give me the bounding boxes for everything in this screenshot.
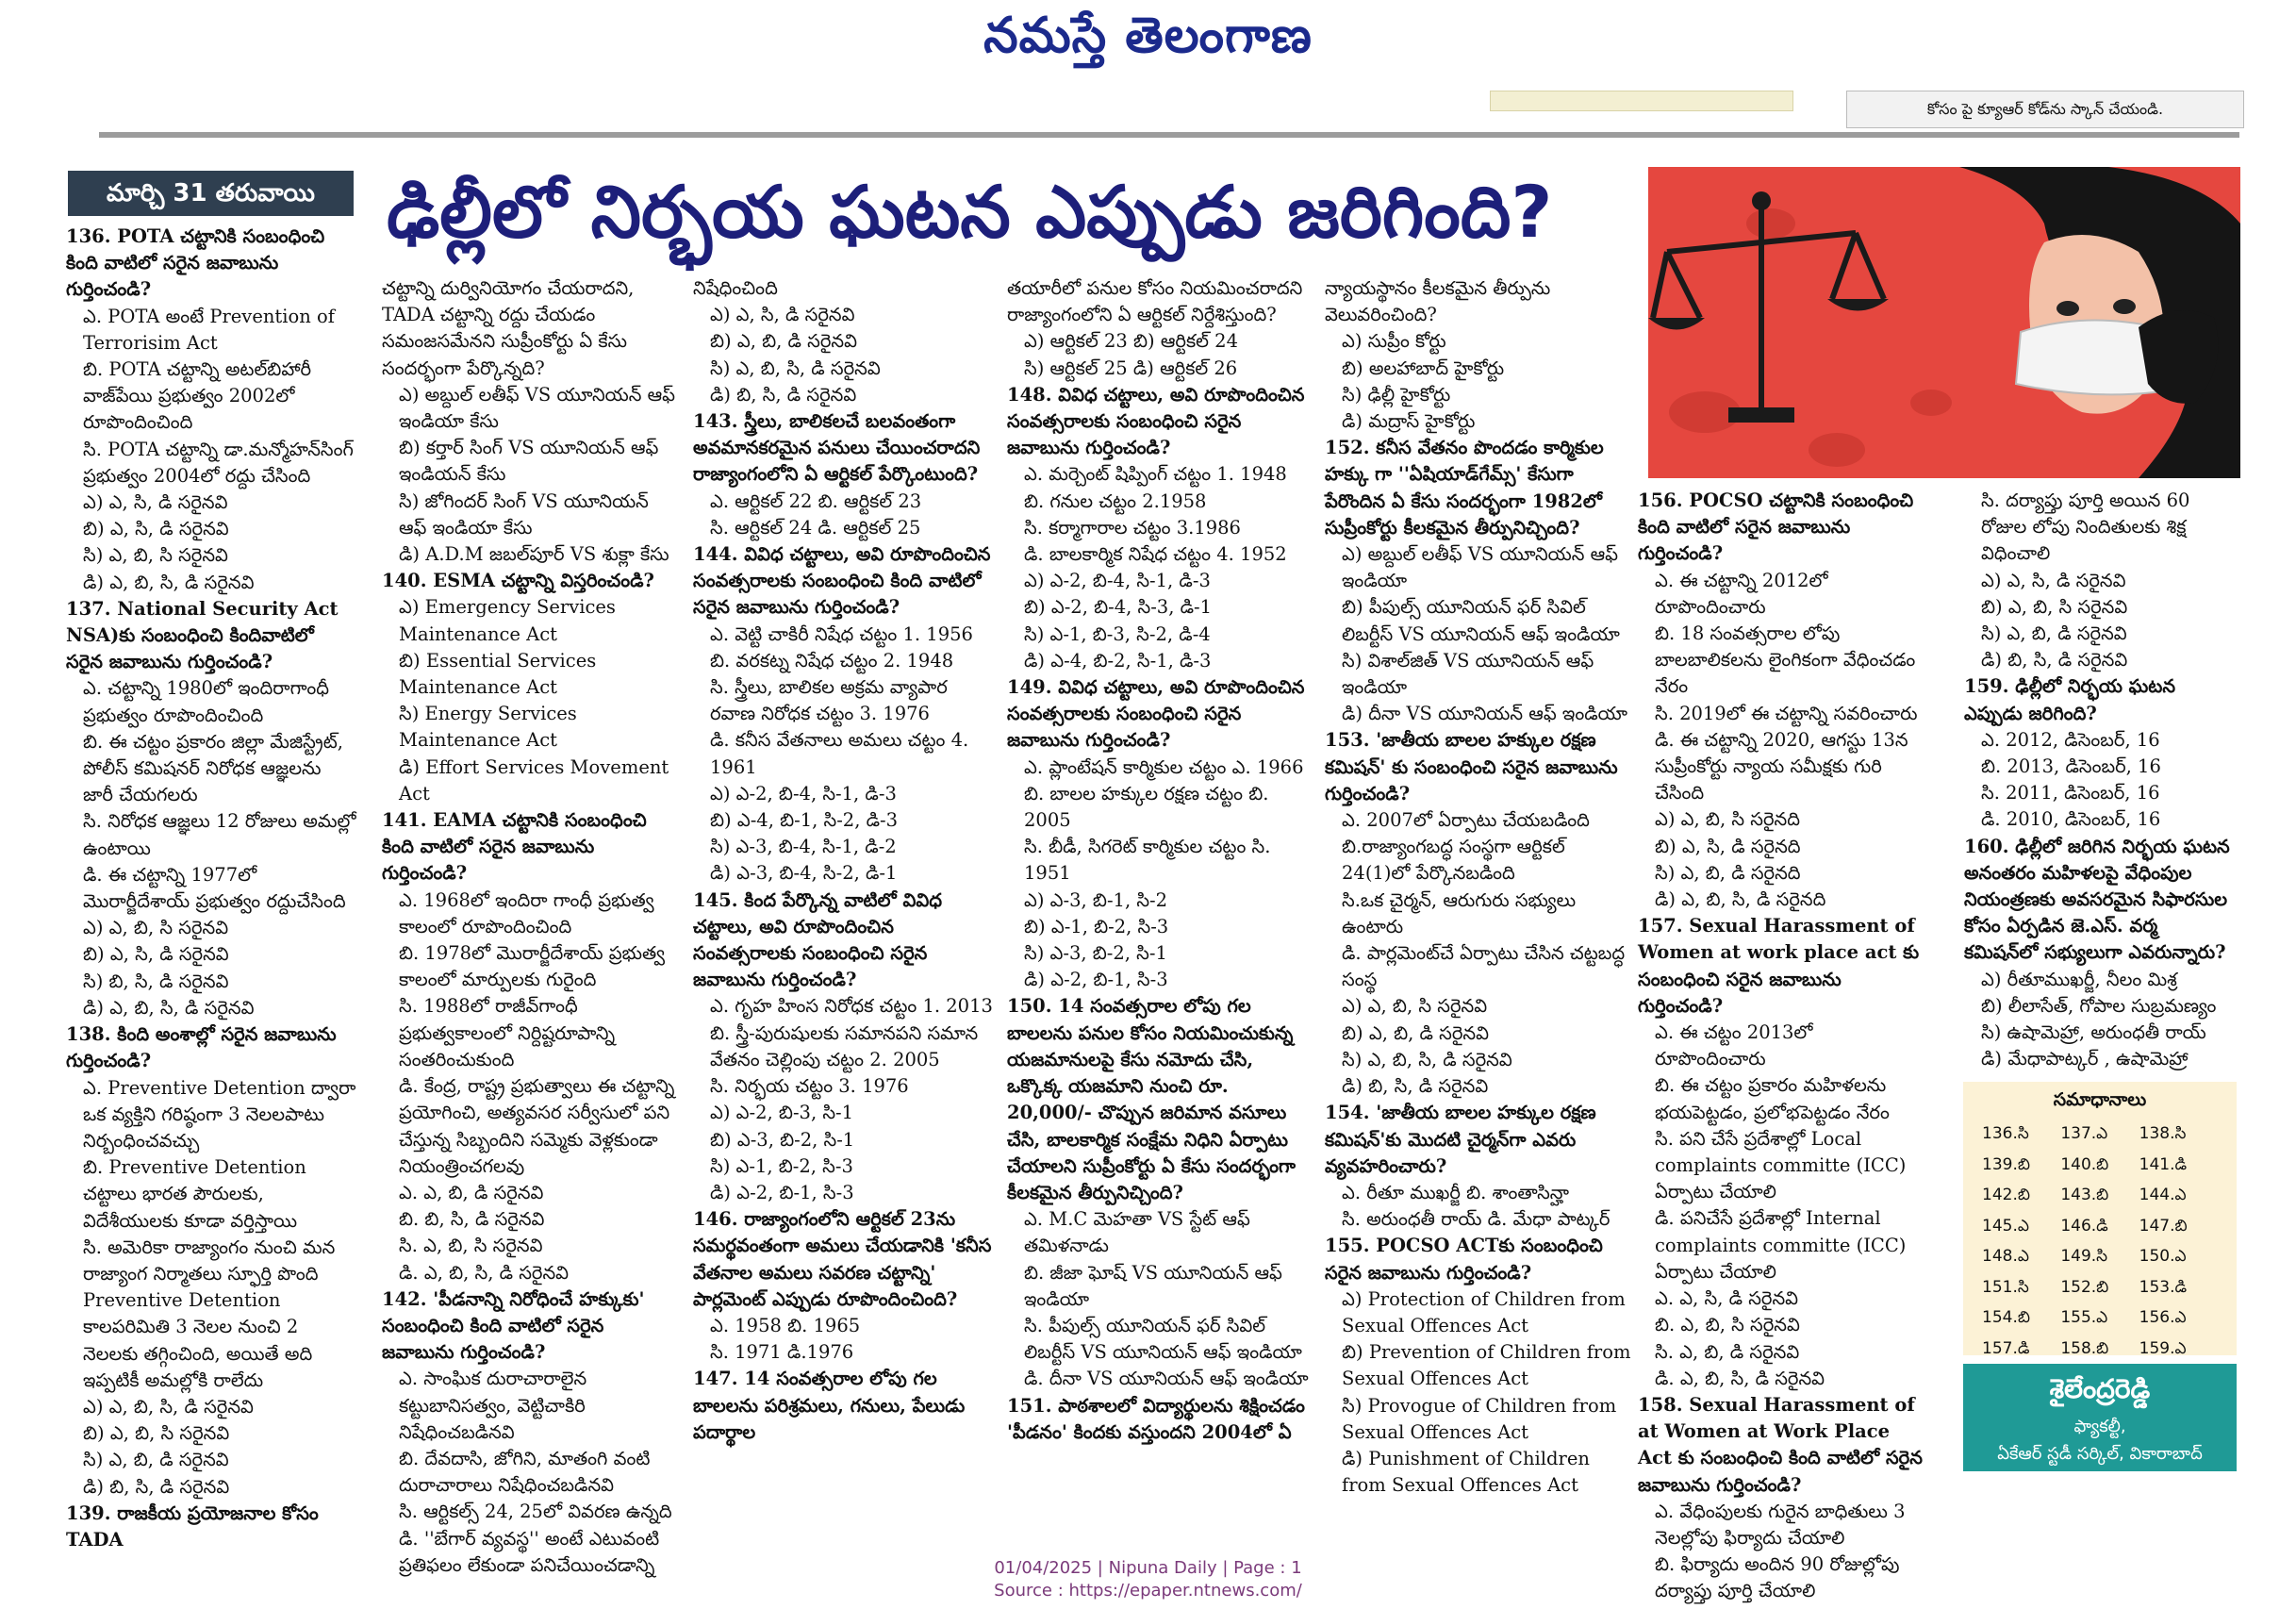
- headline: ఢిల్లీలో నిర్భయ ఘటన ఎప్పుడు జరిగింది?: [387, 170, 1553, 254]
- option-text: ఎ. 2007లో ఏర్పాటు చేయబడింది: [1342, 809, 1590, 832]
- question-text: 137. National Security Act NSA)కు సంబంధించి కిందివాటిలో సరైన జవాబును గుర్తించండి?: [66, 597, 339, 673]
- answer-item: 158.బి: [2060, 1338, 2109, 1358]
- option-text: బి.రాజ్యాంగబద్ధ సంస్థగా ఆర్టికల్ 24(1)లో పేర్కొనబడింది: [1342, 836, 1565, 885]
- option-text: డి. ఈ చట్టాన్ని 1977లో మొరార్జీదేశాయ్ ప్రభుత్వం రద్దుచేసింది: [83, 863, 346, 913]
- option-text: బి. ఈ చట్టం ప్రకారం జిల్లా మేజిస్ట్రేట్, పోలీస్ కమిషనర్ నిరోధక ఆజ్ఞలను జారీ చేయగలరు: [83, 730, 343, 806]
- answer-item: 153.డి: [2139, 1277, 2188, 1297]
- question-column-1: [66, 224, 356, 1553]
- continuation-text: చట్టాన్ని దుర్వినియోగం చేయరాదని, TADA చట్టాన్ని రద్దు చేయడం సమంజసమేనని సుప్రీంకోర్టు ఏ కేసు సందర్భంగా పేర్కొన్నది?: [382, 277, 635, 379]
- option-text: సి) ఎ-1, బి-2, సి-3: [710, 1154, 853, 1177]
- answer-item: 141.డి: [2139, 1154, 2188, 1174]
- option-text: సి) ఆర్టికల్ 25 డి) ఆర్టికల్ 26: [1024, 357, 1238, 379]
- option-text: డి) ఎ, బి, సి, డి సరైనది: [1655, 888, 1826, 911]
- option-text: డి. బాలకార్మిక నిషేధ చట్టం 4. 1952: [1024, 543, 1287, 566]
- option-text: సి. కర్మాగారాల చట్టం 3.1986: [1024, 516, 1241, 539]
- option-text: బి) పీపుల్స్ యూనియన్ ఫర్ సివిల్ లిబర్టీస్ VS యూనియన్ ఆఫ్ ఇండియా: [1342, 596, 1620, 645]
- option-text: సి. పీపుల్స్ యూనియన్ ఫర్ సివిల్ లిబర్టీస్ VS యూనియన్ ఆఫ్ ఇండియా: [1024, 1314, 1302, 1364]
- option-text: సి) Energy Services Maintenance Act: [399, 703, 577, 752]
- option-text: సి) ఎ, బి, సి, డి సరైనవి: [710, 357, 881, 379]
- option-text: డి) మేధాపాట్కర్ , ఉషామెహ్రా: [1981, 1048, 2189, 1070]
- author-role: ఫ్యాకల్టీ,: [2073, 1417, 2126, 1436]
- question-text: 155. POCSO ACTకు సంబంధించి సరైన జవాబును గుర్తించండి?: [1325, 1235, 1603, 1284]
- option-text: డి) ఎ, బి, సి, డి సరైనవి: [83, 571, 255, 593]
- option-text: బి. బాలల హక్కుల రక్షణ చట్టం బి. 2005: [1024, 782, 1269, 832]
- option-text: బి) ఎ, సి, డి సరైనది: [1655, 835, 1801, 857]
- answer-item: 137.ఎ: [2060, 1124, 2108, 1143]
- option-text: ఎ) రీతూముఖర్జీ, నీలం మిశ్ర: [1981, 968, 2177, 990]
- option-text: డి. కనీస వేతనాలు అమలు చట్టం 4. 1961: [710, 729, 969, 778]
- option-text: బి. POTA చట్టాన్ని అటల్‌బిహారీ వాజ్‌పేయి ప్రభుత్వం 2002లో రూపొందించింది: [83, 358, 312, 434]
- answer-item: 151.సి: [1982, 1277, 2029, 1297]
- option-text: సి. 2019లో ఈ చట్టాన్ని సవరించారు: [1655, 702, 1918, 724]
- option-text: డి) బి, సి, డి సరైనవి: [710, 383, 857, 406]
- question-text: 140. ESMA చట్టాన్ని విస్తరించండి?: [382, 570, 654, 592]
- question-text: 145. కింద పేర్కొన్న వాటిలో వివిధ చట్టాలు, అవి రూపొందించిన సంవత్సరాలకు సంబంధించి సరైన జవాబును గుర్తించండి?: [693, 888, 942, 991]
- author-box: [1963, 1364, 2237, 1471]
- answer-key-grid: [1963, 1124, 2237, 1392]
- answer-item: 143.బి: [2060, 1186, 2109, 1204]
- answer-item: 139.బి: [1982, 1154, 2030, 1174]
- option-text: ఎ. 1958 బి. 1965: [710, 1314, 861, 1336]
- option-text: ఎ) ఎ-3, బి-1, సి-2: [1024, 888, 1168, 911]
- option-text: సి) ఎ-1, బి-3, సి-2, డి-4: [1024, 622, 1211, 645]
- top-note: కోసం పై క్యూఆర్ కోడ్‌ను స్కాన్ చేయండి.: [1846, 91, 2244, 128]
- option-text: సి. స్త్రీలు, బాలికల అక్రమ వ్యాపార రవాణ నిరోధక చట్టం 3. 1976: [710, 676, 948, 725]
- option-text: ఎ. వెట్టి చాకిరీ నిషేధ చట్టం 1. 1956: [710, 622, 973, 645]
- option-text: డి) ఎ-3, బి-4, సి-2, డి-1: [710, 862, 898, 885]
- option-text: సి) ఎ-3, బి-4, సి-1, డి-2: [710, 836, 897, 858]
- option-text: బి) అలహాబాద్ హైకోర్టు: [1342, 357, 1505, 379]
- option-text: సి. ఆర్టికల్స్ 24, 25లో వివరణ ఉన్నది: [399, 1501, 672, 1523]
- option-text: డి) A.D.M జబల్‌పూర్ VS శుక్లా కేసు: [399, 543, 669, 566]
- option-text: ఎ) ఆర్టికల్ 23 బి) ఆర్టికల్ 24: [1024, 330, 1238, 353]
- option-text: ఎ) ఎ, బి, సి సరైనవి: [83, 917, 229, 939]
- option-text: సి. ఎ, బి, డి సరైనవి: [1655, 1340, 1800, 1363]
- option-text: ఎ. ఈ చట్టాన్ని 2012లో రూపొందించారు: [1655, 569, 1828, 618]
- option-text: సి. బీడీ, సిగరెట్ కార్మికుల చట్టం సి. 1951: [1024, 836, 1271, 885]
- option-text: సి. 2011, డిసెంబర్, 16: [1981, 782, 2160, 804]
- option-text: ఎ. చట్టాన్ని 1980లో ఇందిరాగాంధీ ప్రభుత్వం రూపొందించింది: [83, 677, 329, 726]
- answer-item: 148.ఎ: [1982, 1247, 2029, 1266]
- option-text: సి) ఎ, బి, డి సరైనది: [1655, 861, 1801, 884]
- option-text: డి) మద్రాస్ హైకోర్టు: [1342, 410, 1476, 433]
- question-text: 136. POTA చట్టానికి సంబంధించి కింది వాటిలో సరైన జవాబును గుర్తించండి?: [66, 225, 325, 301]
- option-text: డి) బి, సి, డి సరైనవి: [83, 1475, 230, 1498]
- answer-item: 154.బి: [1982, 1308, 2030, 1327]
- question-text: 156. POCSO చట్టానికి సంబంధించి కింది వాటిలో సరైన జవాబును గుర్తించండి?: [1638, 489, 1914, 565]
- answer-item: 157.డి: [1982, 1338, 2030, 1358]
- option-text: సి) ఎ, బి, డి సరైనవి: [83, 1449, 229, 1471]
- option-text: ఎ. ఆర్టికల్ 22 బి. ఆర్టికల్ 23: [710, 489, 922, 512]
- option-text: డి. పార్లమెంట్‌చే ఏర్పాటు చేసిన చట్టబద్ధ సంస్థ: [1342, 942, 1626, 991]
- question-text: 146. రాజ్యాంగంలోని ఆర్టికల్ 23ను సమర్థవంతంగా అమలు చేయడానికి 'కనీస వేతనాల అమలు సవరణ చట్టాన్ని' పార్లమెంట్ ఎప్పుడు రూపొందించింది?: [693, 1208, 992, 1310]
- option-text: బి) ఎ-1, బి-2, సి-3: [1024, 915, 1169, 937]
- option-text: ఎ. మర్చెంట్ షిప్పింగ్ చట్టం 1. 1948: [1024, 463, 1287, 486]
- question-column-4: [1007, 275, 1313, 1446]
- option-text: ఎ. Preventive Detention ద్వారా ఒక వ్యక్తిని గరిష్ఠంగా 3 నెలలపాటు నిర్బంధించవచ్చు: [83, 1076, 356, 1152]
- option-text: ఎ) Protection of Children from Sexual Offences Act: [1342, 1287, 1626, 1336]
- option-text: ఎ) ఎ, సి, డి సరైనవి: [1981, 569, 2126, 591]
- option-text: సి.ఒక చైర్మన్, ఆరుగురు సభ్యులు ఉంటారు: [1342, 888, 1577, 937]
- question-column-3: [693, 275, 997, 1446]
- option-text: ఎ) సుప్రీం కోర్టు: [1342, 330, 1446, 353]
- footer-source-line: Source : https://epaper.ntnews.com/: [994, 1581, 1302, 1601]
- option-text: బి) ఎ, బి, సి సరైనవి: [1981, 595, 2128, 618]
- option-text: డి. పనిచేసే ప్రదేశాల్లో Internal complaints committe (ICC) ఏర్పాటు చేయాలి: [1655, 1207, 1907, 1283]
- question-text: 148. వివిధ చట్టాలు, అవి రూపొందించిన సంవత్సరాలకు సంబంధించి సరైన జవాబును గుర్తించండి?: [1007, 383, 1305, 459]
- question-text: 150. 14 సంవత్సరాల లోపు గల బాలలను పనుల కోసం నియమించుకున్న యజమానులపై కేసు నమోదు చేసి, ఒక్కొక్క యజమాని నుంచి రూ. 20,000/- చొప్పున జరిమాన వసూలు చేసి, బాలకార్మిక సంక్షేమ నిధిని ఏర్పాటు చేయాలని సుప్రీంకోర్టు ఏ కేసు సందర్భంగా కీలకమైన తీర్పునిచ్చింది?: [1007, 995, 1296, 1203]
- option-text: ఎ) అబ్దుల్ లతీఫ్ VS యూనియన్ ఆఫ్ ఇండియా: [1342, 543, 1619, 592]
- question-text: 144. వివిధ చట్టాలు, అవి రూపొందించిన సంవత్సరాలకు సంబంధించి కింది వాటిలో సరైన జవాబును గుర్తించండి?: [693, 543, 991, 619]
- answer-item: 156.ఎ: [2139, 1308, 2187, 1327]
- option-text: సి. POTA చట్టాన్ని డా.మన్మోహన్‌సింగ్ ప్రభుత్వం 2004లో రద్దు చేసింది: [83, 438, 354, 487]
- option-text: సి. పని చేసే ప్రదేశాల్లో Local complaints committe (ICC) ఏర్పాటు చేయాలి: [1655, 1127, 1907, 1203]
- option-text: డి. దీనా VS యూనియన్ ఆఫ్ ఇండియా: [1024, 1368, 1309, 1390]
- answer-item: 138.సి: [2139, 1124, 2187, 1143]
- question-column-5: [1325, 275, 1636, 1499]
- option-text: సి) Provogue of Children from Sexual Offences Act: [1342, 1394, 1617, 1443]
- answer-item: 144.ఎ: [2139, 1186, 2187, 1204]
- option-text: ఎ. రీతూ ముఖర్జీ బి. శాంతాసిన్హా: [1342, 1181, 1570, 1203]
- option-text: డి. 2010, డిసెంబర్, 16: [1981, 808, 2161, 831]
- question-text: 160. ఢిల్లీలో జరిగిన నిర్భయ ఘటన అనంతరం మహిళలపై వేధింపుల నియంత్రణకు అవసరమైన సిఫారసుల కోసం ఏర్పడిన జె.ఎస్. వర్మ కమిషన్‌లో సభ్యులుగా ఎవరున్నారు?: [1964, 835, 2230, 964]
- option-text: డి) దీనా VS యూనియన్ ఆఫ్ ఇండియా: [1342, 703, 1627, 725]
- answer-item: 150.ఎ: [2139, 1247, 2187, 1266]
- answer-item: 155.ఎ: [2060, 1308, 2108, 1327]
- option-text: బి) కర్తార్ సింగ్ VS యూనియన్ ఆఫ్ ఇండియన్ కేసు: [399, 437, 659, 486]
- option-text: సి. 1971 డి.1976: [710, 1341, 854, 1364]
- option-text: డి) ఎ-2, బి-1, సి-3: [1024, 969, 1168, 991]
- option-text: ఎ. ఎ, సి, డి సరైనవి: [1655, 1287, 1799, 1310]
- option-text: డి. ఈ చట్టాన్ని 2020, ఆగస్టు 13న సుప్రీంకోర్టు న్యాయ సమీక్షకు గురి చేసింది: [1655, 728, 1908, 804]
- option-text: డి. ఎ, బి, సి, డి సరైనవి: [1655, 1367, 1825, 1389]
- option-text: బి) ఎ, సి, డి సరైనవి: [83, 943, 229, 966]
- option-text: ఎ) అబ్దుల్ లతీఫ్ VS యూనియన్ ఆఫ్ ఇండియా కేసు: [399, 383, 676, 433]
- option-text: బి. ఫిర్యాదు అందిన 90 రోజుల్లోపు దర్యాప్తు పూర్తి చేయాలి: [1655, 1553, 1900, 1602]
- option-text: బి. జీజా ఘోష్ VS యూనియన్ ఆఫ్ ఇండియా: [1024, 1261, 1282, 1310]
- option-text: బి) ఎ, సి, డి సరైనవి: [83, 518, 229, 540]
- option-text: ఎ. సాంఘిక దురాచారాలైన కట్టుబానిసత్వం, వెట్టిచాకిరి నిషేధించబడినవి: [399, 1368, 587, 1443]
- option-text: సి. ఎ, బి, సి సరైనవి: [399, 1235, 543, 1257]
- option-text: ఎ) Emergency Services Maintenance Act: [399, 596, 616, 645]
- option-text: ఎ. M.C మెహతా VS స్టేట్ ఆఫ్ తమిళనాడు: [1024, 1208, 1250, 1257]
- option-text: సి. అరుంధతీ రాయ్ డి. మేధా పాట్కర్: [1342, 1208, 1611, 1231]
- illustration-scales-of-justice-icon: [1648, 167, 2240, 478]
- question-text: 153. 'జాతీయ బాలల హక్కుల రక్షణ కమిషన్' కు సంబంధించి సరైన జవాబును గుర్తించండి?: [1325, 729, 1618, 804]
- option-text: ఎ. గృహ హింస నిరోధక చట్టం 1. 2013: [710, 995, 993, 1018]
- option-text: డి. కేంద్ర, రాష్ట్ర ప్రభుత్వాలు ఈ చట్టాన్ని ప్రయోగించి, అత్యవసర సర్వీసులో పని చేస్తున్న సిబ్బందిని సమ్మెకు వెళ్లకుండా నియంత్రించగలవు: [399, 1075, 675, 1177]
- scales-of-justice-icon: [1648, 167, 2240, 478]
- option-text: ఎ) ఎ-2, బి-4, సి-1, డి-3: [710, 782, 897, 804]
- option-text: బి. 18 సంవత్సరాల లోపు బాలబాలికలను లైంగికంగా వేధించడం నేరం: [1655, 622, 1916, 698]
- answer-key-box: [1963, 1082, 2237, 1358]
- option-text: సి) విశాల్‌జిత్ VS యూనియన్ ఆఫ్ ఇండియా: [1342, 649, 1594, 699]
- question-text: 159. ఢిల్లీలో నిర్భయ ఘటన ఎప్పుడు జరిగింది?: [1964, 675, 2176, 724]
- author-name: శైలేంద్రరెడ్డి: [2049, 1373, 2151, 1404]
- option-text: ఎ. ప్లాంటేషన్ కార్మికుల చట్టం ఎ. 1966: [1024, 755, 1304, 778]
- option-text: బి) ఎ, బి, సి సరైనవి: [83, 1422, 230, 1445]
- option-text: డి) ఎ-2, బి-1, సి-3: [710, 1181, 854, 1203]
- option-text: బి. బి, సి, డి సరైనవి: [399, 1208, 545, 1231]
- option-text: ఎ. 2012, డిసెంబర్, 16: [1981, 728, 2160, 751]
- question-text: 152. కనీస వేతనం పొందడం కార్మికుల హక్కు గా ''ఏషియాడ్‌గేమ్స్' కేసుగా పేరొందిన ఏ కేసు సందర్భంగా 1982లో సుప్రీంకోర్టు కీలకమైన తీర్పునిచ్చింది?: [1325, 437, 1604, 539]
- question-text: 138. కింది అంశాల్లో సరైన జవాబును గుర్తించండి?: [66, 1023, 337, 1072]
- option-text: బి) ఎ-4, బి-1, సి-2, డి-3: [710, 809, 899, 832]
- option-text: సి) బి, సి, డి సరైనవి: [83, 970, 229, 992]
- answer-item: 146.డి: [2060, 1216, 2108, 1236]
- option-text: డి) ఎ, బి, సి, డి సరైనవి: [83, 996, 255, 1019]
- question-text: 143. స్త్రీలు, బాలికలచే బలవంతంగా అవమానకరమైన పనులు చేయించరాదని రాజ్యాంగంలోని ఏ ఆర్టికల్ పేర్కొంటుంది?: [693, 410, 981, 486]
- option-text: బి) ఎ-3, బి-2, సి-1: [710, 1128, 855, 1151]
- answer-item: 149.సి: [2060, 1247, 2108, 1266]
- option-text: డి) బి, సి, డి సరైనవి: [1981, 649, 2128, 672]
- option-text: డి) ఎ-4, బి-2, సి-1, డి-3: [1024, 649, 1212, 672]
- answer-item: 159.ఎ: [2139, 1338, 2187, 1358]
- option-text: ఎ) ఎ, బి, సి సరైనది: [1655, 808, 1800, 831]
- question-text: 151. పాఠశాలలో విద్యార్థులను శిక్షించడం 'పీడనం' కిందకు వస్తుందని 2004లో ఏ: [1007, 1394, 1305, 1443]
- answer-item: 136.సి: [1982, 1124, 2029, 1143]
- option-text: ఎ) ఎ, సి, డి సరైనవి: [710, 304, 855, 326]
- option-text: బి) ఎ, బి, డి సరైనవి: [1342, 1021, 1489, 1044]
- option-text: ఎ) ఎ-2, బి-3, సి-1: [710, 1102, 854, 1124]
- option-text: సి. ఆర్టికల్ 24 డి. ఆర్టికల్ 25: [710, 516, 921, 539]
- masthead: నమస్తే తెలంగాణ: [983, 8, 1313, 64]
- option-text: సి) ఎ, బి, డి సరైనవి: [1981, 622, 2127, 645]
- option-text: సి) జోగిందర్ సింగ్ VS యూనియన్ ఆఫ్ ఇండియా కేసు: [399, 489, 649, 539]
- question-text: 141. EAMA చట్టానికి సంబంధించి కింది వాటిలో సరైన జవాబును గుర్తించండి?: [382, 809, 647, 885]
- option-text: డి. ఎ, బి, సి, డి సరైనవి: [399, 1261, 570, 1284]
- option-text: బి. ఎ, బి, సి సరైనవి: [1655, 1314, 1800, 1336]
- question-text: 158. Sexual Harassment of at Women at Work Place Act కు సంబంధించి కింది వాటిలో సరైన జవాబును గుర్తించండి?: [1638, 1393, 1923, 1496]
- question-column-2: [382, 275, 680, 1579]
- option-text: సి. నిరోధక ఆజ్ఞలు 12 రోజులు అమల్లో ఉంటాయి: [83, 810, 356, 859]
- option-text: సి. దర్యాప్తు పూర్తి అయిన 60 రోజుల లోపు నిందితులకు శిక్ష విధించాలి: [1981, 489, 2190, 565]
- option-text: ఎ. ఈ చట్టం 2013లో రూపొందించారు: [1655, 1021, 1813, 1070]
- option-text: సి) ఉషామెహ్రా, అరుంధతీ రాయ్: [1981, 1021, 2206, 1044]
- option-text: బి) లీలాసేత్, గోపాల సుబ్రమణ్యం: [1981, 994, 2217, 1017]
- option-text: బి. ఈ చట్టం ప్రకారం మహిళలను భయపెట్టడం, ప్రలోభపెట్టడం నేరం: [1655, 1074, 1890, 1123]
- continuation-text: తయారీలో పనుల కోసం నియమించరాదని రాజ్యాంగంలోని ఏ ఆర్టికల్ నిర్దేశిస్తుంది?: [1007, 277, 1303, 326]
- option-text: డి) Punishment of Children from Sexual Offences Act: [1342, 1447, 1590, 1497]
- continuation-text: నిషేధించింది: [693, 277, 778, 299]
- option-text: ఎ) ఎ, బి, సి, డి సరైనవి: [83, 1395, 254, 1418]
- option-text: డి. ''బేగార్ వ్యవస్థ'' అంటే ఎటువంటి ప్రతిఫలం లేకుండా పనిచేయించడాన్ని: [399, 1527, 660, 1576]
- continuation-text: న్యాయస్థానం కీలకమైన తీర్పును వెలువరించింది?: [1325, 277, 1551, 326]
- question-text: 147. 14 సంవత్సరాల లోపు గల బాలలను పరిశ్రమలు, గనులు, పేలుడు పదార్థాల: [693, 1368, 966, 1443]
- question-text: 142. 'పీడనాన్ని నిరోధించే హక్కుకు' సంబంధించి కింది వాటిలో సరైన జవాబును గుర్తించండి?: [382, 1287, 645, 1364]
- option-text: ఎ. 1968లో ఇందిరా గాంధీ ప్రభుత్వ కాలంలో రూపొందించింది: [399, 888, 654, 937]
- option-text: బి. 2013, డిసెంబర్, 16: [1981, 755, 2161, 778]
- header-divider: [99, 132, 2239, 138]
- option-text: బి. వరకట్న నిషేధ చట్టం 2. 1948: [710, 649, 954, 672]
- top-strip-left: [1490, 91, 1793, 111]
- option-text: డి) బి, సి, డి సరైనవి: [1342, 1075, 1489, 1098]
- option-text: బి) Prevention of Children from Sexual Offences Act: [1342, 1341, 1631, 1390]
- footer-date-line: 01/04/2025 | Nipuna Daily | Page : 1: [994, 1558, 1302, 1578]
- option-text: బి. స్త్రీ-పురుషులకు సమానపని సమాన వేతనం చెల్లింపు చట్టం 2. 2005: [710, 1021, 979, 1070]
- section-tag: మార్చి 31 తరువాయి: [68, 171, 354, 216]
- option-text: ఎ) ఎ, సి, డి సరైనవి: [83, 491, 228, 514]
- option-text: బి. 1978లో మొరార్జీదేశాయ్ ప్రభుత్వ కాలంలో మార్పులకు గురైంది: [399, 942, 666, 991]
- answer-item: 152.బి: [2060, 1277, 2109, 1297]
- option-text: బి) ఎ-2, బి-4, సి-3, డి-1: [1024, 596, 1213, 619]
- option-text: సి. నిర్భయ చట్టం 3. 1976: [710, 1075, 909, 1098]
- answer-item: 147.బి: [2139, 1216, 2188, 1236]
- question-text: 154. 'జాతీయ బాలల హక్కుల రక్షణ కమిషన్'కు మొదటి చైర్మన్‌గా ఎవరు వ్యవహరించారు?: [1325, 1102, 1596, 1177]
- question-text: 157. Sexual Harassment of Women at work place act కు సంబంధించి సరైన జవాబును గుర్తించండి?: [1638, 915, 1920, 1017]
- option-text: ఎ. ఎ, బి, డి సరైనవి: [399, 1181, 544, 1203]
- option-text: సి) ఎ, బి, సి, డి సరైనవి: [1342, 1048, 1512, 1070]
- option-text: ఎ. వేధింపులకు గురైన బాధితులు 3 నెలల్లోపు ఫిర్యాదు చేయాలి: [1655, 1500, 1906, 1549]
- option-text: డి) Effort Services Movement Act: [399, 755, 669, 804]
- author-place: ఏకేఆర్ స్టడీ సర్కిల్, వికారాబాద్: [1997, 1444, 2203, 1464]
- answer-key-title: సమాధానాలు: [2053, 1089, 2147, 1110]
- answer-item: 145.ఎ: [1982, 1216, 2029, 1236]
- option-text: సి. అమెరికా రాజ్యాంగం నుంచి మన రాజ్యాంగ నిర్మాతలు స్ఫూర్తి పొంది Preventive Detention కాలపరిమితి 3 నెలల నుంచి 2 నెలలకు తగ్గించింది, అయితే అది ఇప్పటికీ అమల్లోకి రాలేదు: [83, 1236, 336, 1391]
- option-text: ఎ) ఎ, బి, సి సరైనవి: [1342, 995, 1488, 1018]
- option-text: సి) ఎ-3, బి-2, సి-1: [1024, 942, 1167, 965]
- option-text: సి) ఎ, బి, సి సరైనవి: [83, 544, 228, 567]
- option-text: సి) ఢిల్లీ హైకోర్టు: [1342, 383, 1451, 406]
- question-column-7: [1964, 488, 2238, 1072]
- option-text: బి. దేవదాసి, జోగిని, మాతంగి వంటి దురాచారాలు నిషేధించబడినవి: [399, 1447, 651, 1497]
- option-text: బి) ఎ, బి, డి సరైనవి: [710, 330, 857, 353]
- question-column-6: [1638, 488, 1928, 1605]
- option-text: బి. గనుల చట్టం 2.1958: [1024, 489, 1207, 512]
- answer-item: 140.బి: [2060, 1154, 2109, 1174]
- question-text: 139. రాజకీయ ప్రయోజనాల కోసం TADA: [66, 1501, 319, 1551]
- option-text: బి. Preventive Detention చట్టాలు భారత పౌరులకు, విదేశీయులకు కూడా వర్తిస్తాయి: [83, 1156, 306, 1232]
- option-text: సి. 1988లో రాజీవ్‌గాంధీ ప్రభుత్వకాలంలో నిర్దిష్టరూపాన్ని సంతరించుకుంది: [399, 995, 616, 1070]
- question-text: 149. వివిధ చట్టాలు, అవి రూపొందించిన సంవత్సరాలకు సంబంధించి సరైన జవాబును గుర్తించండి?: [1007, 676, 1305, 752]
- option-text: బి) Essential Services Maintenance Act: [399, 649, 597, 699]
- option-text: ఎ) ఎ-2, బి-4, సి-1, డి-3: [1024, 570, 1211, 592]
- option-text: ఎ. POTA అంటే Prevention of Terrorisim Act: [83, 305, 335, 354]
- answer-item: 142.బి: [1982, 1186, 2030, 1204]
